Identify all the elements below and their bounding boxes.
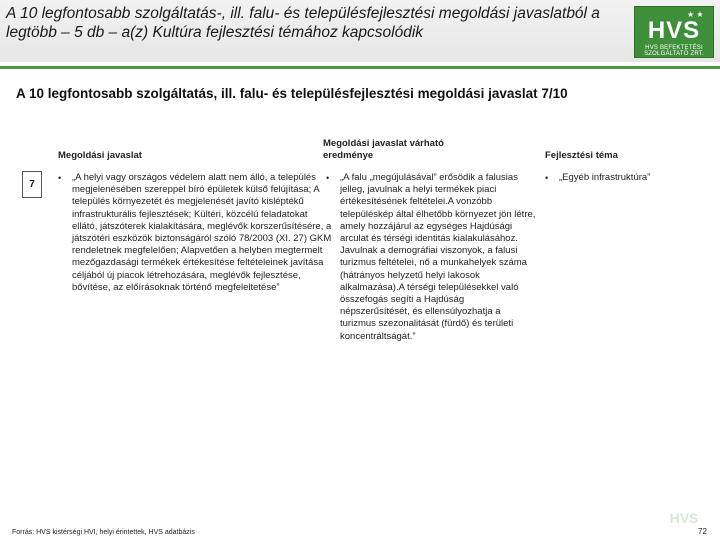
- bullet-icon: •: [545, 173, 549, 183]
- row-number: 7: [22, 171, 42, 198]
- hvs-logo: [634, 6, 714, 58]
- topic-text: „Egyéb infrastruktúra”: [559, 172, 651, 183]
- logo-text: HVS: [647, 17, 701, 44]
- bullet-icon: •: [326, 173, 330, 183]
- slide-subtitle: A 10 legfontosabb szolgáltatás, ill. falu- és településfejlesztési megoldási javaslat 7/10: [16, 86, 568, 101]
- solution-text: „A helyi vagy országos védelem alatt nem álló, a település megjelenésében szereppel bíró épületek külső felújítása; A település környezetét és megjelenését javító kisléptékű infrastrukturális fejlesztések; Kültéri, közcélú feladatokat ellátó, játszóterek kialakítására, meglévők korszerűsítésére, a játszótéri eszközök biztonságáról szóló 78/2003 (XI. 27) GKM rendeletnek megfelelően; Alapvetően a helyben megtermelt mezőgazdasági termékek értékesítése feltételeinek javítása céljából új piacok létrehozására, meglévők fejlesztése, bővítése, az előírásoknak történő megfeleltetése”: [72, 172, 332, 293]
- header-title: A 10 legfontosabb szolgáltatás-, ill. falu- és településfejlesztési megoldási javaslatból a legtöbb – 5 db – a(z) Kultúra fejlesztési témához kapcsolódik: [6, 5, 600, 41]
- expected-result-text: „A falu „megújulásával” erősödik a falusias jelleg, javulnak a helyi termékek piaci értékesítésének feltételei.A vonzóbb településkép által élhetőbb környezet jön létre, amely hozzájárul az egységes Hajdúsági arculat és térségi identitás kialakulásához. Javulnak a demográfiai viszonyok, a falusi turizmus feltételei, nő a munkahelyek száma (hátrányos helyzetű helyi lakosok alkalmazása).A térségi településekkel való összefogás segíti a Hajdúság népszerűsítését, és ellensúlyozhatja a turizmus szezonalitását (fürdő) és területi koncentráltságát.”: [340, 172, 536, 342]
- logo-badge: ★ ★: [687, 10, 704, 19]
- header-expected-result: Megoldási javaslat várható eredménye: [323, 138, 444, 161]
- logo-subtext: HVS BEFEKTETÉSI SZOLGÁLTATÓ ZRT.: [644, 45, 704, 57]
- page-number: 72: [698, 527, 707, 536]
- footer-logo: HVS: [669, 510, 699, 526]
- bullet-icon: •: [58, 173, 62, 183]
- header-bar: [0, 0, 720, 62]
- header-divider: [0, 66, 720, 69]
- footer-source: Forrás: HVS kistérségi HVI, helyi érintettek, HVS adatbázis: [12, 529, 195, 536]
- header-solution: Megoldási javaslat: [58, 150, 142, 161]
- header-topic: Fejlesztési téma: [545, 150, 618, 161]
